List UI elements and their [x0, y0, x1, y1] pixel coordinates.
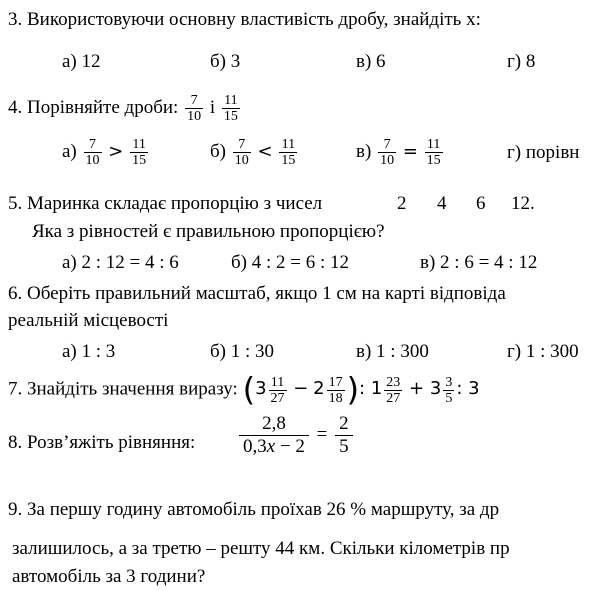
q4-fraction-2: $\frac{11}{15}$: [223, 93, 238, 124]
question-3-text: 3. Використовуючи основну властивість дробу, знайдіть х:: [8, 9, 481, 30]
question-7: [8, 371, 480, 409]
q4-option-b: б) $\frac{7}{10}$ < $\frac{11}{15}$: [210, 137, 296, 168]
q6-option-a: а) 1 : 3: [62, 341, 116, 362]
q5-option-a: а) 2 : 12 = 4 : 6: [62, 252, 179, 273]
q3-option-c: в) 6: [356, 51, 386, 72]
q6-option-d: г) 1 : 300: [507, 341, 579, 362]
question-9-line1: 9. За першу годину автомобіль проїхав 26 % маршруту, за др: [8, 499, 500, 520]
question-8-text: 8. Розв’яжіть рівняння:: [8, 432, 196, 453]
question-4-text: 4. Порівняйте дроби:: [8, 96, 179, 118]
q5-number-3: 6: [476, 193, 486, 214]
q6-option-b: б) 1 : 30: [210, 341, 275, 362]
q4-option-a: а) $\frac{7}{10}$ > $\frac{11}{15}$: [62, 137, 147, 168]
question-6-line1: 6. Оберіть правильний масштаб, якщо 1 см на карті відповіда: [8, 283, 506, 304]
q5-number-2: 4: [437, 193, 447, 214]
q3-option-d: г) 8: [507, 51, 536, 72]
question-5-line2: Яка з рівностей є правильною пропорцією?: [32, 221, 385, 242]
q7-expression: (3 $\frac{11}{27}$ − 2 $\frac{17}{18}$ ): 1 $\frac{23}{27}$ + 3 $\frac{3}{5}$ : 3: [242, 371, 480, 409]
q5-number-1: 2: [397, 193, 407, 214]
q4-option-d: г) порівн: [507, 142, 580, 163]
q4-conjunction: і: [209, 96, 216, 118]
question-7-text: 7. Знайдіть значення виразу:: [8, 378, 238, 400]
question-4: [8, 93, 242, 124]
q3-option-a: а) 12: [62, 51, 101, 72]
q8-equation: $\frac{2,8}{0,3x - 2}$ = $\frac{2}{5}$: [236, 413, 356, 458]
q4-fraction-1: $\frac{7}{10}$: [187, 93, 202, 124]
q5-number-4: 12.: [511, 193, 535, 214]
question-9-line2: залишилось, а за третю – решту 44 км. Скільки кілометрів пр: [12, 538, 510, 559]
question-6-line2: реальній місцевості: [8, 310, 169, 331]
q4-option-c: в) $\frac{7}{10}$ = $\frac{11}{15}$: [356, 137, 441, 168]
q5-option-b: б) 4 : 2 = 6 : 12: [231, 252, 350, 273]
q6-option-c: в) 1 : 300: [356, 341, 429, 362]
q3-option-b: б) 3: [210, 51, 241, 72]
question-5-text: 5. Маринка складає пропорцію з чисел: [8, 193, 323, 214]
q5-option-c: в) 2 : 6 = 4 : 12: [420, 252, 538, 273]
question-9-line3: автомобіль за 3 години?: [12, 566, 206, 587]
